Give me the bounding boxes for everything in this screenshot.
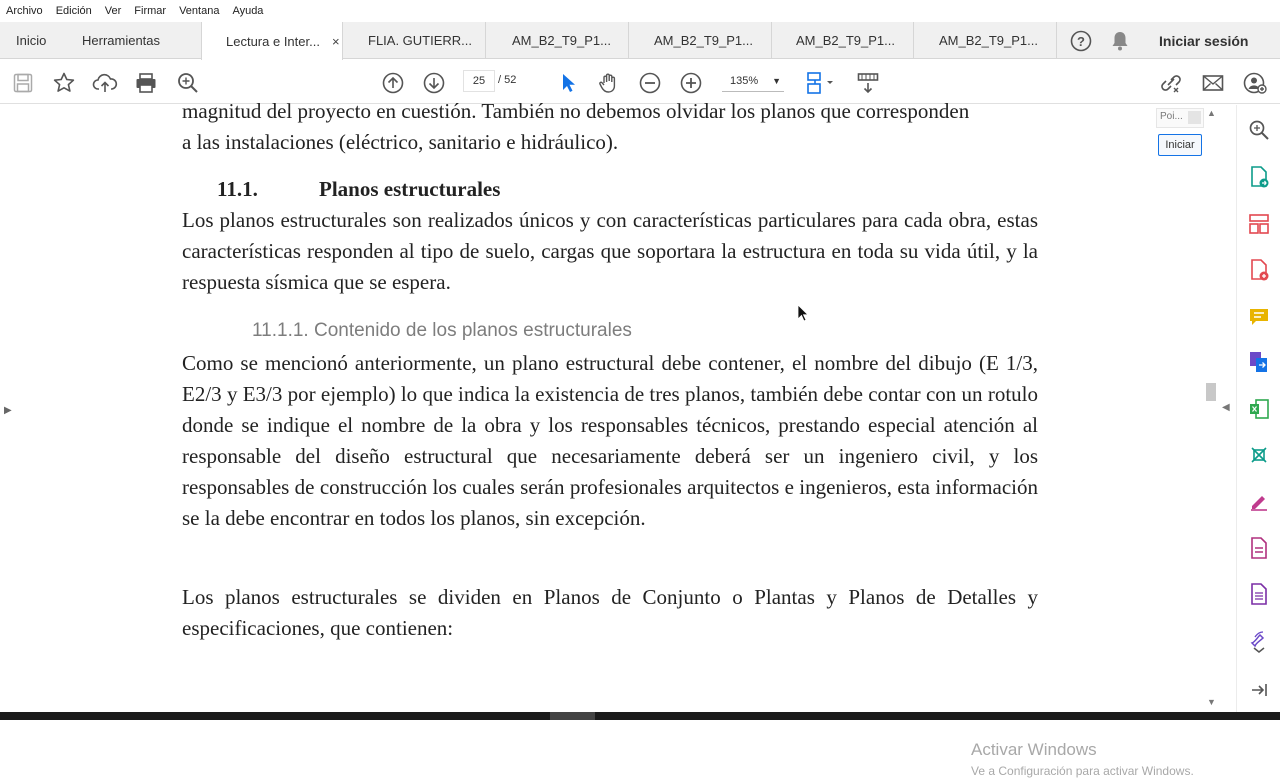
export-pdf-icon[interactable] <box>1246 164 1272 190</box>
combine-files-icon[interactable] <box>1246 349 1272 375</box>
mini-panel-checkbox[interactable] <box>1188 111 1201 124</box>
bookmark-star-icon[interactable] <box>51 70 77 96</box>
tab-inicio-label: Inicio <box>16 33 47 48</box>
right-panel-collapse-icon[interactable]: ◀ <box>1222 402 1230 413</box>
menu-ver[interactable]: Ver <box>104 5 122 17</box>
menu-firmar[interactable]: Firmar <box>134 5 167 17</box>
sign-in-mini-panel <box>1156 108 1204 158</box>
tab-document-4[interactable] <box>784 22 914 59</box>
zoom-level-value: 135% <box>730 74 759 87</box>
tab-doc3-label: AM_B2_T9_P1... <box>654 33 753 48</box>
fill-sign-pen-icon[interactable] <box>1246 488 1272 514</box>
paragraph-1: Los planos estructurales son realizados únicos y con características particulares para cada obra, estas características responden al tipo de suelo, cargas que soportara la estructura en toda su vida útil, y la respuesta sísmica que se espera. <box>182 208 1038 294</box>
tab-bar <box>0 22 1280 59</box>
notifications-bell-icon[interactable] <box>1110 22 1130 59</box>
previous-page-icon[interactable] <box>380 70 406 96</box>
taskbar-active-app[interactable] <box>550 712 595 720</box>
activate-windows-subtitle: Ve a Configuración para activar Windows. <box>971 764 1194 778</box>
print-icon[interactable] <box>133 70 159 96</box>
comment-icon[interactable] <box>1246 304 1272 330</box>
create-pdf-icon[interactable] <box>1246 257 1272 283</box>
tab-doc4-label: AM_B2_T9_P1... <box>796 33 895 48</box>
menu-bar <box>0 0 1280 22</box>
help-icon[interactable] <box>1069 22 1093 59</box>
tab-active-label: Lectura e Inter... <box>226 33 320 49</box>
more-tools-chevron-icon[interactable] <box>1246 642 1272 658</box>
share-link-icon[interactable] <box>1158 70 1184 96</box>
paragraph-2: Como se mencionó anteriormente, un plano estructural debe contener, el nombre del dibujo (E 1/3, E2/3 y E3/3 por ejemplo) lo que indica la existencia de tres planos, también debe contar con un rotulo donde se indique el nombre de la obra y los responsables técnicos, prestando especial atención al responsable del diseño estructural que necesariamente deberá ser un ingeniero civil, y los responsables de construcción los cuales serán profesionales arquitectos e ingenieros, esta información se la debe encontrar en todos los planos, sin excepción. <box>182 351 1038 530</box>
menu-edicion[interactable]: Edición <box>55 5 92 17</box>
windows-taskbar <box>0 712 1280 720</box>
right-tools-panel <box>1236 105 1280 712</box>
compress-pdf-icon[interactable] <box>1246 442 1272 468</box>
paragraph-intro <box>182 96 1038 158</box>
scroll-up-icon[interactable]: ▲ <box>1207 108 1216 118</box>
sign-in-link[interactable] <box>1159 22 1248 59</box>
tab-herramientas[interactable] <box>70 22 200 59</box>
menu-ayuda[interactable]: Ayuda <box>232 5 264 17</box>
tab-document-2[interactable] <box>500 22 629 59</box>
subsection-title: 11.1.1. Contenido de los planos estructurales <box>252 320 632 341</box>
scroll-mode-icon[interactable] <box>855 70 881 96</box>
section-number: 11.1. <box>217 177 258 201</box>
scrollbar-thumb[interactable] <box>1206 383 1216 401</box>
save-icon[interactable] <box>10 70 36 96</box>
mouse-pointer-icon <box>797 304 809 322</box>
page-total: / 52 <box>498 74 517 86</box>
mini-panel-start-button[interactable]: Iniciar <box>1158 134 1202 156</box>
activate-windows-watermark <box>971 740 1194 778</box>
document-viewport[interactable] <box>0 99 1220 778</box>
tab-document-1[interactable] <box>356 22 486 59</box>
paragraph-intro-line-1: magnitud del proyecto en cuestión. También no debemos olvidar los planos que corresponden <box>182 99 970 123</box>
sign-in-label: Iniciar sesión <box>1159 32 1249 49</box>
zoom-out-icon[interactable] <box>637 70 663 96</box>
next-page-icon[interactable] <box>421 70 447 96</box>
section-title: Planos estructurales <box>319 177 501 201</box>
menu-ventana[interactable]: Ventana <box>179 5 220 17</box>
close-tab-icon[interactable]: × <box>331 33 340 49</box>
document-list-icon[interactable] <box>1246 581 1272 607</box>
edit-document-icon[interactable] <box>1246 535 1272 561</box>
scroll-down-icon[interactable]: ▼ <box>1207 697 1216 707</box>
add-user-icon[interactable] <box>1242 70 1268 96</box>
upload-cloud-icon[interactable] <box>92 70 118 96</box>
export-excel-icon[interactable] <box>1246 396 1272 422</box>
vertical-scrollbar[interactable] <box>1204 105 1220 712</box>
svg-text:?: ? <box>1077 33 1085 49</box>
page-current: 25 <box>472 75 486 87</box>
search-zoom-panel-icon[interactable] <box>1246 117 1272 143</box>
menu-archivo[interactable]: Archivo <box>6 5 43 17</box>
collapse-panel-icon[interactable] <box>1246 677 1272 703</box>
zoom-in-icon[interactable] <box>678 70 704 96</box>
activate-windows-title: Activar Windows <box>971 740 1097 759</box>
tab-doc2-label: AM_B2_T9_P1... <box>512 33 611 48</box>
page-number-input[interactable] <box>463 70 495 92</box>
paragraph-intro-line-2: a las instalaciones (eléctrico, sanitario e hidráulico). <box>182 130 619 154</box>
tab-doc1-label: FLIA. GUTIERR... <box>368 33 473 48</box>
hand-tool-icon[interactable] <box>596 70 622 96</box>
mini-panel-field-text: Poi... <box>1160 111 1183 122</box>
search-zoom-icon[interactable] <box>175 70 201 96</box>
zoom-level-select[interactable] <box>722 70 784 92</box>
tab-document-active[interactable] <box>201 22 343 60</box>
page-layout-icon[interactable] <box>804 70 838 96</box>
select-cursor-icon[interactable] <box>555 70 581 96</box>
mini-panel-field[interactable] <box>1156 108 1204 128</box>
email-envelope-icon[interactable] <box>1200 70 1226 96</box>
paragraph-3: Los planos estructurales se dividen en Planos de Conjunto o Plantas y Planos de Detalles y especificaciones, que contienen: <box>182 585 1038 640</box>
tab-document-5[interactable] <box>927 22 1057 59</box>
tab-inicio[interactable] <box>4 22 66 59</box>
tab-doc5-label: AM_B2_T9_P1... <box>939 33 1038 48</box>
tab-document-3[interactable] <box>642 22 772 59</box>
organize-pages-icon[interactable] <box>1246 211 1272 237</box>
tab-herramientas-label: Herramientas <box>82 33 161 48</box>
chevron-down-icon: ▼ <box>772 75 782 86</box>
left-panel-toggle-icon[interactable]: ▶ <box>4 405 12 416</box>
